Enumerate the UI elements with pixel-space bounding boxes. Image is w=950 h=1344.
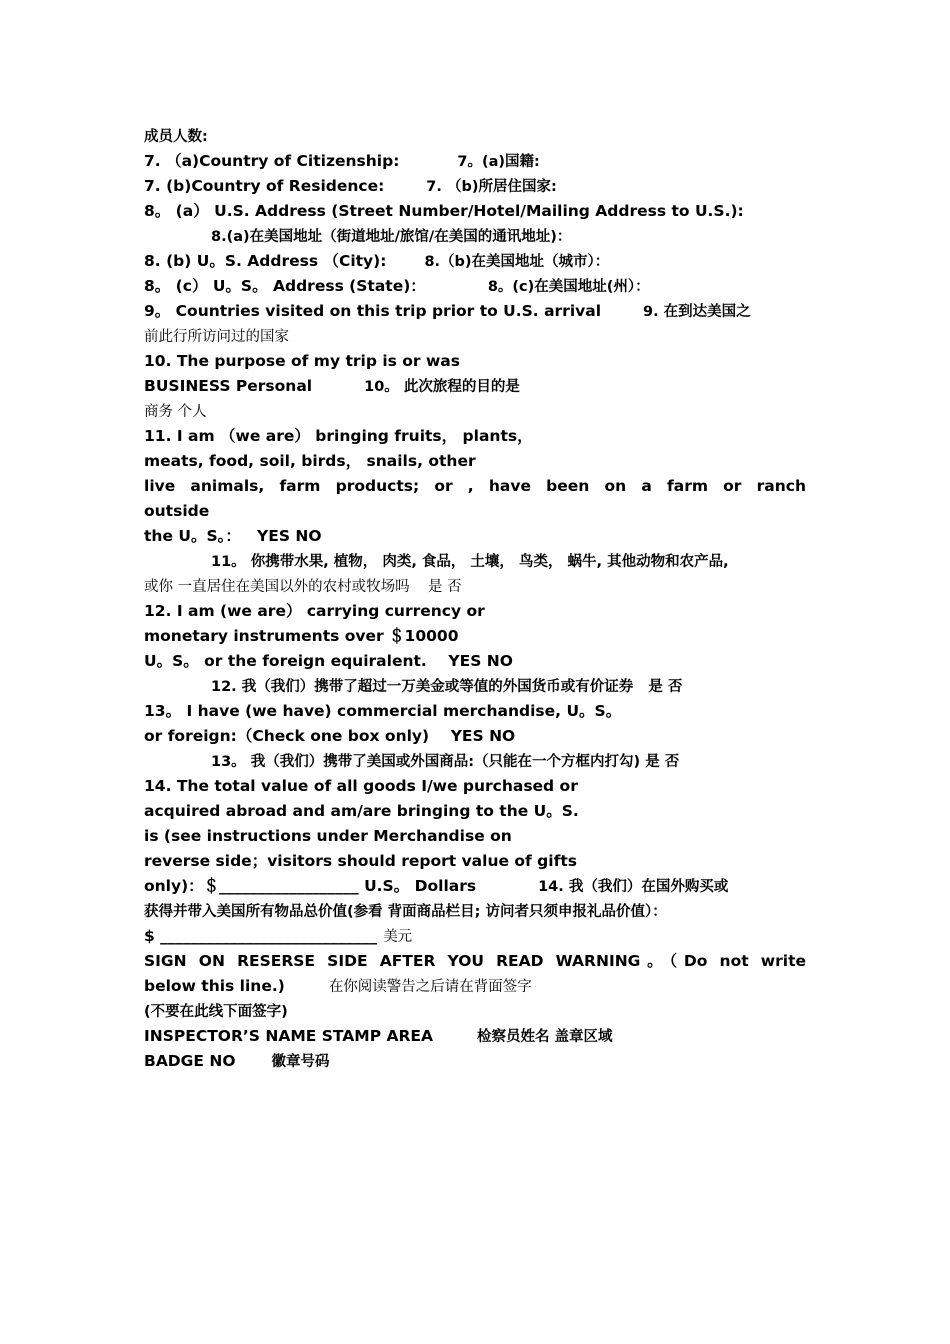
text-line: is (see instructions under Merchandise on [144, 827, 512, 845]
text-line: 11. I am （we are） bringing fruits， plants， [144, 427, 533, 445]
text-line: 7. （a)Country of Citizenship: 7。(a)国籍: [144, 152, 540, 170]
text-line: 10. The purpose of my trip is or was [144, 352, 460, 370]
text-line: SIGN ON RESERSE SIDE AFTER YOU READ WARNING。（Do not write [144, 952, 806, 970]
text-line: $ ____________________________ 美元 [144, 927, 413, 945]
text-line: live animals, farm products; or , have been on a farm or ranch [144, 477, 806, 495]
text-line: monetary instruments over ＄10000 [144, 627, 459, 645]
text-line: acquired abroad and am/are bringing to the U。S. [144, 802, 579, 820]
text-line: 获得并带入美国所有物品总价值(参看 背面商品栏目; 访问者只须申报礼品价值）： [144, 904, 667, 920]
text-line: 前此行所访问过的国家 [144, 329, 289, 345]
text-line: 14. The total value of all goods I/we purchased or [144, 777, 578, 795]
text-line: outside [144, 502, 210, 520]
text-line: the U。S。： YES NO [144, 527, 322, 545]
text-line: INSPECTOR’S NAME STAMP AREA 检察员姓名 盖章区域 [144, 1027, 613, 1045]
text-line: meats, food, soil, birds， snails, other [144, 452, 476, 470]
text-line: below this line.) 在你阅读警告之后请在背面签字 [144, 977, 532, 995]
text-line: 商务 个人 [144, 404, 207, 420]
text-line: 成员人数: [144, 129, 208, 145]
text-line: 9。 Countries visited on this trip prior to U.S. arrival 9. 在到达美国之 [144, 302, 751, 320]
text-line: 7. (b)Country of Residence: 7. （b)所居住国家: [144, 177, 557, 195]
form-instructions-page [144, 124, 806, 1074]
text-line: U。S。 or the foreign equiralent. YES NO [144, 652, 513, 670]
text-line: 8.(a)在美国地址（街道地址/旅馆/在美国的通讯地址)： [211, 229, 572, 245]
text-line: (不要在此线下面签字) [144, 1004, 288, 1020]
text-line: 13。 我（我们）携带了美国或外国商品:（只能在一个方框内打勾) 是 否 [211, 754, 680, 770]
text-line: 12. 我（我们）携带了超过一万美金或等值的外国货币或有价证券 是 否 [211, 679, 683, 695]
text-line: 8。 (c） U。S。 Address (State)： 8。(c)在美国地址(州）： [144, 277, 650, 295]
text-line: 11。 你携带水果, 植物， 肉类, 食品， 土壤， 鸟类， 蜗牛, 其他动物和农产品, [211, 554, 729, 570]
text-line: BADGE NO 徽章号码 [144, 1052, 330, 1070]
text-line: reverse side；visitors should report value of gifts [144, 852, 577, 870]
text-line: 8. (b) U。S. Address （City): 8.（b)在美国地址（城市）： [144, 252, 610, 270]
text-line: 12. I am (we are） carrying currency or [144, 602, 485, 620]
text-line: 8。 (a） U.S. Address (Street Number/Hotel/Mailing Address to U.S.): [144, 202, 744, 220]
text-line: 13。 I have (we have) commercial merchandise, U。S。 [144, 702, 622, 720]
text-line: or foreign:（Check one box only) YES NO [144, 727, 516, 745]
text-line: 或你 一直居住在美国以外的农村或牧场吗 是 否 [144, 579, 462, 595]
text-line: only)：＄__________________ U.S。 Dollars 14. 我（我们）在国外购买或 [144, 877, 729, 895]
text-line: BUSINESS Personal 10。 此次旅程的目的是 [144, 377, 520, 395]
